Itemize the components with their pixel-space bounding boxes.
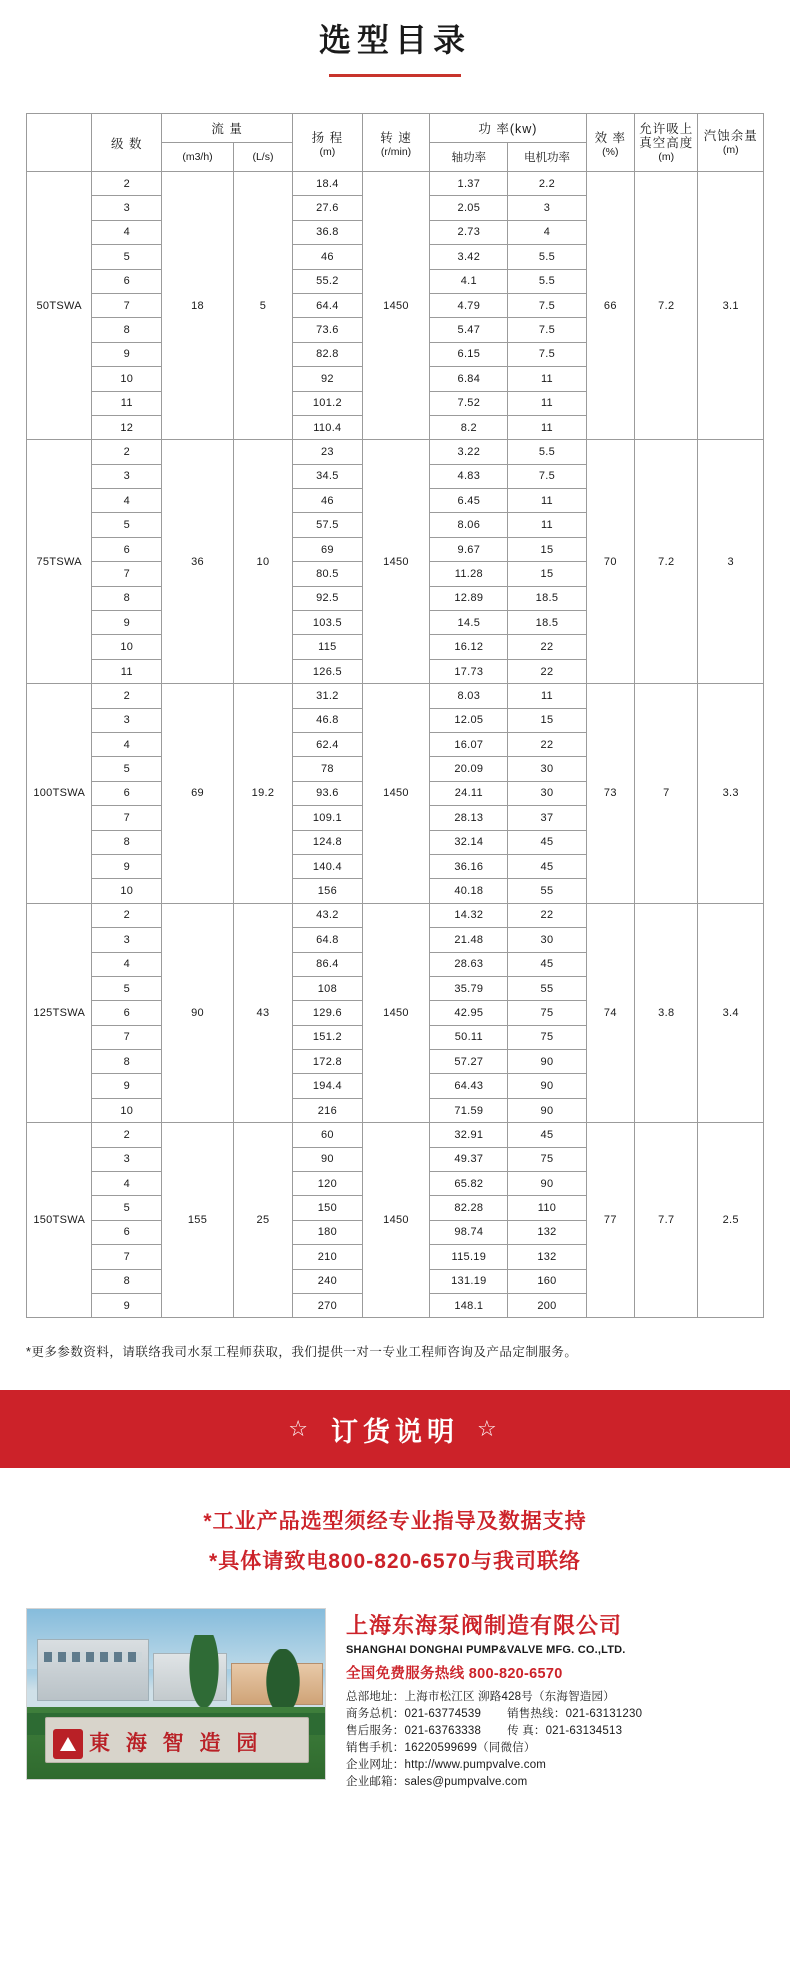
cell-stage: 7 <box>92 806 162 830</box>
cell-shaft-power: 28.63 <box>430 952 508 976</box>
cell-efficiency: 66 <box>586 172 635 440</box>
spec-table-body <box>27 172 764 1318</box>
cell-stage: 9 <box>92 611 162 635</box>
table-row <box>27 903 764 927</box>
cell-stage: 7 <box>92 1245 162 1269</box>
cell-stage: 3 <box>92 928 162 952</box>
cell-motor-power: 37 <box>508 806 586 830</box>
cell-motor-power: 22 <box>508 903 586 927</box>
footer <box>0 1608 790 1815</box>
cell-head: 27.6 <box>293 196 363 220</box>
header-speed-label: 转 速 <box>380 130 412 145</box>
cell-motor-power: 22 <box>508 732 586 756</box>
header-stage: 级 数 <box>92 114 162 172</box>
cell-shaft-power: 98.74 <box>430 1220 508 1244</box>
header-motor-power: 电机功率 <box>508 143 586 172</box>
banner-title: 订货说明 <box>331 1416 459 1447</box>
cell-model: 125TSWA <box>27 903 92 1123</box>
header-vacuum-unit: (m) <box>658 150 675 163</box>
cell-shaft-power: 28.13 <box>430 806 508 830</box>
cell-shaft-power: 82.28 <box>430 1196 508 1220</box>
cell-head: 126.5 <box>293 659 363 683</box>
cell-speed: 1450 <box>362 684 430 904</box>
header-speed-unit: (r/min) <box>380 145 412 158</box>
cell-motor-power: 75 <box>508 1001 586 1025</box>
cell-motor-power: 22 <box>508 659 586 683</box>
cell-head: 90 <box>293 1147 363 1171</box>
header-head-label: 扬 程 <box>311 130 344 145</box>
cell-motor-power: 75 <box>508 1147 586 1171</box>
cell-vacuum: 7.2 <box>635 440 698 684</box>
cell-motor-power: 75 <box>508 1025 586 1049</box>
cell-stage: 4 <box>92 732 162 756</box>
cell-motor-power: 18.5 <box>508 611 586 635</box>
cell-stage: 4 <box>92 220 162 244</box>
page-title: 选型目录 <box>318 22 471 58</box>
cell-flow-m3h: 69 <box>162 684 234 904</box>
promo-block <box>0 1502 790 1582</box>
cell-head: 109.1 <box>293 806 363 830</box>
cell-stage: 8 <box>92 830 162 854</box>
cell-shaft-power: 8.2 <box>430 415 508 439</box>
cell-shaft-power: 71.59 <box>430 1098 508 1122</box>
cell-head: 93.6 <box>293 781 363 805</box>
cell-stage: 6 <box>92 1001 162 1025</box>
cell-motor-power: 90 <box>508 1172 586 1196</box>
cell-shaft-power: 24.11 <box>430 781 508 805</box>
cell-speed: 1450 <box>362 903 430 1123</box>
cell-motor-power: 11 <box>508 367 586 391</box>
cell-vacuum: 3.8 <box>635 903 698 1123</box>
cell-flow-m3h: 90 <box>162 903 234 1123</box>
cell-stage: 2 <box>92 903 162 927</box>
cell-motor-power: 11 <box>508 391 586 415</box>
header-vacuum-line2: 真空高度 <box>639 135 694 150</box>
cell-stage: 9 <box>92 1074 162 1098</box>
cell-efficiency: 70 <box>586 440 635 684</box>
header-flow: 流 量 <box>162 114 293 143</box>
cell-head: 43.2 <box>293 903 363 927</box>
cell-head: 46 <box>293 489 363 513</box>
cell-npsh: 3 <box>698 440 764 684</box>
table-row <box>27 172 764 196</box>
cell-stage: 6 <box>92 269 162 293</box>
cell-npsh: 2.5 <box>698 1123 764 1318</box>
header-power: 功 率(kw) <box>430 114 586 143</box>
cell-shaft-power: 21.48 <box>430 928 508 952</box>
cell-head: 151.2 <box>293 1025 363 1049</box>
cell-shaft-power: 35.79 <box>430 976 508 1000</box>
cell-head: 210 <box>293 1245 363 1269</box>
cell-motor-power: 7.5 <box>508 464 586 488</box>
header-vacuum-line1: 允许吸上 <box>639 121 694 136</box>
contact-row <box>346 1757 764 1774</box>
cell-head: 64.8 <box>293 928 363 952</box>
cell-stage: 6 <box>92 537 162 561</box>
contact-list <box>346 1689 764 1791</box>
order-instructions-banner <box>0 1390 790 1468</box>
note-text: *更多参数资料，请联络我司水泵工程师获取，我们提供一对一专业工程师咨询及产品定制服务。 <box>26 1345 578 1360</box>
cell-shaft-power: 3.42 <box>430 245 508 269</box>
cell-motor-power: 4 <box>508 220 586 244</box>
cell-head: 194.4 <box>293 1074 363 1098</box>
cell-shaft-power: 131.19 <box>430 1269 508 1293</box>
cell-shaft-power: 16.12 <box>430 635 508 659</box>
cell-motor-power: 3 <box>508 196 586 220</box>
cell-flow-ls: 25 <box>233 1123 292 1318</box>
star-right-icon: ☆ <box>477 1416 502 1442</box>
cell-model: 100TSWA <box>27 684 92 904</box>
contact-text-left: 总部地址：上海市松江区 泖路428号（东海智造园） <box>346 1691 615 1704</box>
contact-text-left: 企业邮箱：sales@pumpvalve.com <box>346 1776 528 1789</box>
photo-tree-1 <box>187 1635 221 1715</box>
cell-stage: 5 <box>92 513 162 537</box>
cell-shaft-power: 6.15 <box>430 342 508 366</box>
cell-stage: 12 <box>92 415 162 439</box>
header-efficiency-label: 效 率 <box>594 130 627 145</box>
cell-head: 23 <box>293 440 363 464</box>
cell-head: 115 <box>293 635 363 659</box>
cell-head: 46 <box>293 245 363 269</box>
cell-shaft-power: 8.06 <box>430 513 508 537</box>
company-info <box>346 1608 764 1791</box>
cell-motor-power: 15 <box>508 708 586 732</box>
cell-motor-power: 5.5 <box>508 269 586 293</box>
cell-npsh: 3.1 <box>698 172 764 440</box>
cell-stage: 8 <box>92 1269 162 1293</box>
cell-motor-power: 7.5 <box>508 342 586 366</box>
cell-head: 92.5 <box>293 586 363 610</box>
cell-shaft-power: 42.95 <box>430 1001 508 1025</box>
cell-stage: 9 <box>92 854 162 878</box>
table-row <box>27 440 764 464</box>
cell-vacuum: 7.7 <box>635 1123 698 1318</box>
cell-motor-power: 11 <box>508 513 586 537</box>
cell-shaft-power: 65.82 <box>430 1172 508 1196</box>
contact-row <box>346 1774 764 1791</box>
cell-stage: 3 <box>92 1147 162 1171</box>
cell-head: 60 <box>293 1123 363 1147</box>
cell-motor-power: 90 <box>508 1074 586 1098</box>
cell-head: 18.4 <box>293 172 363 196</box>
cell-shaft-power: 14.32 <box>430 903 508 927</box>
cell-shaft-power: 11.28 <box>430 562 508 586</box>
table-row <box>27 684 764 708</box>
cell-stage: 10 <box>92 879 162 903</box>
cell-shaft-power: 12.05 <box>430 708 508 732</box>
cell-flow-m3h: 155 <box>162 1123 234 1318</box>
contact-row <box>346 1689 764 1706</box>
cell-shaft-power: 36.16 <box>430 854 508 878</box>
cell-head: 36.8 <box>293 220 363 244</box>
promo-line-1: *工业产品选型须经专业指导及数据支持 <box>203 1510 587 1534</box>
cell-shaft-power: 1.37 <box>430 172 508 196</box>
cell-head: 216 <box>293 1098 363 1122</box>
cell-shaft-power: 5.47 <box>430 318 508 342</box>
cell-shaft-power: 6.84 <box>430 367 508 391</box>
cell-stage: 11 <box>92 391 162 415</box>
cell-head: 46.8 <box>293 708 363 732</box>
cell-shaft-power: 20.09 <box>430 757 508 781</box>
cell-motor-power: 15 <box>508 562 586 586</box>
header-speed <box>362 114 430 172</box>
cell-stage: 3 <box>92 196 162 220</box>
contact-text-left: 商务总机：021-63774539 <box>346 1708 482 1721</box>
cell-motor-power: 5.5 <box>508 245 586 269</box>
cell-motor-power: 55 <box>508 879 586 903</box>
spec-table-wrapper <box>0 113 790 1318</box>
cell-stage: 11 <box>92 659 162 683</box>
cell-head: 120 <box>293 1172 363 1196</box>
spec-table-head <box>27 114 764 172</box>
cell-motor-power: 110 <box>508 1196 586 1220</box>
cell-stage: 9 <box>92 1293 162 1317</box>
service-hotline: 全国免费服务热线 800-820-6570 <box>346 1666 563 1683</box>
cell-efficiency: 73 <box>586 684 635 904</box>
cell-shaft-power: 57.27 <box>430 1050 508 1074</box>
cell-shaft-power: 49.37 <box>430 1147 508 1171</box>
cell-model: 50TSWA <box>27 172 92 440</box>
cell-motor-power: 30 <box>508 781 586 805</box>
table-row <box>27 1123 764 1147</box>
cell-head: 55.2 <box>293 269 363 293</box>
cell-stage: 5 <box>92 1196 162 1220</box>
promo-line-2: *具体请致电800-820-6570与我司联络 <box>209 1550 581 1574</box>
cell-motor-power: 200 <box>508 1293 586 1317</box>
cell-stage: 4 <box>92 489 162 513</box>
cell-stage: 7 <box>92 1025 162 1049</box>
cell-motor-power: 2.2 <box>508 172 586 196</box>
header-model <box>27 114 92 172</box>
contact-row <box>346 1723 764 1740</box>
cell-motor-power: 11 <box>508 684 586 708</box>
cell-vacuum: 7.2 <box>635 172 698 440</box>
cell-shaft-power: 40.18 <box>430 879 508 903</box>
cell-head: 78 <box>293 757 363 781</box>
spec-table <box>26 113 764 1318</box>
cell-motor-power: 45 <box>508 1123 586 1147</box>
cell-motor-power: 5.5 <box>508 440 586 464</box>
header-flow-m3h-unit: (m3/h) <box>162 143 234 172</box>
cell-stage: 10 <box>92 1098 162 1122</box>
header-npsh-unit: (m) <box>722 143 739 156</box>
cell-head: 180 <box>293 1220 363 1244</box>
cell-shaft-power: 4.79 <box>430 293 508 317</box>
cell-motor-power: 18.5 <box>508 586 586 610</box>
cell-head: 270 <box>293 1293 363 1317</box>
cell-speed: 1450 <box>362 172 430 440</box>
cell-head: 124.8 <box>293 830 363 854</box>
cell-vacuum: 7 <box>635 684 698 904</box>
cell-head: 140.4 <box>293 854 363 878</box>
cell-head: 156 <box>293 879 363 903</box>
cell-head: 108 <box>293 976 363 1000</box>
cell-stage: 5 <box>92 976 162 1000</box>
star-left-icon: ☆ <box>288 1416 313 1442</box>
cell-head: 69 <box>293 537 363 561</box>
cell-flow-m3h: 36 <box>162 440 234 684</box>
cell-stage: 8 <box>92 586 162 610</box>
cell-motor-power: 132 <box>508 1245 586 1269</box>
cell-efficiency: 77 <box>586 1123 635 1318</box>
cell-stage: 5 <box>92 245 162 269</box>
cell-flow-ls: 43 <box>233 903 292 1123</box>
cell-stage: 5 <box>92 757 162 781</box>
cell-head: 73.6 <box>293 318 363 342</box>
header-shaft-power: 轴功率 <box>430 143 508 172</box>
cell-stage: 4 <box>92 1172 162 1196</box>
cell-head: 103.5 <box>293 611 363 635</box>
cell-shaft-power: 2.05 <box>430 196 508 220</box>
factory-photo <box>26 1608 326 1780</box>
cell-motor-power: 55 <box>508 976 586 1000</box>
cell-flow-ls: 19.2 <box>233 684 292 904</box>
cell-head: 34.5 <box>293 464 363 488</box>
cell-head: 80.5 <box>293 562 363 586</box>
cell-head: 82.8 <box>293 342 363 366</box>
header-head <box>293 114 363 172</box>
cell-stage: 4 <box>92 952 162 976</box>
cell-flow-ls: 10 <box>233 440 292 684</box>
cell-model: 150TSWA <box>27 1123 92 1318</box>
header-head-unit: (m) <box>319 145 336 158</box>
cell-stage: 7 <box>92 562 162 586</box>
cell-head: 31.2 <box>293 684 363 708</box>
cell-stage: 9 <box>92 342 162 366</box>
title-underline <box>329 74 461 77</box>
cell-stage: 3 <box>92 708 162 732</box>
header-row-1 <box>27 114 764 143</box>
cell-motor-power: 90 <box>508 1050 586 1074</box>
cell-shaft-power: 8.03 <box>430 684 508 708</box>
header-efficiency-unit: (%) <box>602 145 619 158</box>
cell-head: 86.4 <box>293 952 363 976</box>
cell-flow-ls: 5 <box>233 172 292 440</box>
contact-row <box>346 1740 764 1757</box>
cell-head: 129.6 <box>293 1001 363 1025</box>
cell-motor-power: 30 <box>508 757 586 781</box>
cell-motor-power: 45 <box>508 854 586 878</box>
cell-speed: 1450 <box>362 1123 430 1318</box>
cell-motor-power: 160 <box>508 1269 586 1293</box>
cell-stage: 2 <box>92 172 162 196</box>
cell-stage: 3 <box>92 464 162 488</box>
cell-head: 57.5 <box>293 513 363 537</box>
company-logo-icon <box>53 1729 83 1759</box>
contact-text-right: 销售热线：021-63131230 <box>507 1708 643 1721</box>
cell-head: 64.4 <box>293 293 363 317</box>
cell-shaft-power: 148.1 <box>430 1293 508 1317</box>
cell-motor-power: 90 <box>508 1098 586 1122</box>
contact-text-left: 销售手机：16220599699（同微信） <box>346 1742 536 1755</box>
cell-stage: 2 <box>92 684 162 708</box>
cell-stage: 8 <box>92 318 162 342</box>
banner-inner <box>288 1410 501 1449</box>
header-npsh-label: 汽蚀余量 <box>703 128 758 143</box>
cell-motor-power: 7.5 <box>508 293 586 317</box>
cell-npsh: 3.3 <box>698 684 764 904</box>
cell-motor-power: 30 <box>508 928 586 952</box>
cell-stage: 6 <box>92 1220 162 1244</box>
cell-motor-power: 11 <box>508 415 586 439</box>
cell-shaft-power: 32.91 <box>430 1123 508 1147</box>
cell-head: 110.4 <box>293 415 363 439</box>
company-name-cn: 上海东海泵阀制造有限公司 <box>346 1613 623 1639</box>
cell-motor-power: 22 <box>508 635 586 659</box>
contact-text-left: 企业网址：http://www.pumpvalve.com <box>346 1759 547 1772</box>
cell-shaft-power: 17.73 <box>430 659 508 683</box>
cell-motor-power: 132 <box>508 1220 586 1244</box>
cell-shaft-power: 2.73 <box>430 220 508 244</box>
photo-building-left <box>37 1639 149 1701</box>
cell-shaft-power: 7.52 <box>430 391 508 415</box>
cell-shaft-power: 9.67 <box>430 537 508 561</box>
cell-speed: 1450 <box>362 440 430 684</box>
cell-motor-power: 11 <box>508 489 586 513</box>
cell-stage: 2 <box>92 440 162 464</box>
contact-text-left: 售后服务：021-63763338 <box>346 1725 482 1738</box>
cell-motor-power: 15 <box>508 537 586 561</box>
cell-stage: 2 <box>92 1123 162 1147</box>
contact-text-right: 传 真：021-63134513 <box>507 1725 623 1738</box>
cell-shaft-power: 50.11 <box>430 1025 508 1049</box>
cell-head: 172.8 <box>293 1050 363 1074</box>
cell-shaft-power: 16.07 <box>430 732 508 756</box>
cell-motor-power: 7.5 <box>508 318 586 342</box>
header-efficiency <box>586 114 635 172</box>
cell-shaft-power: 115.19 <box>430 1245 508 1269</box>
cell-head: 101.2 <box>293 391 363 415</box>
header-flow-ls-unit: (L/s) <box>233 143 292 172</box>
cell-shaft-power: 64.43 <box>430 1074 508 1098</box>
cell-head: 62.4 <box>293 732 363 756</box>
cell-head: 92 <box>293 367 363 391</box>
company-name-en: SHANGHAI DONGHAI PUMP&VALVE MFG. CO.,LTD. <box>346 1644 626 1657</box>
cell-shaft-power: 32.14 <box>430 830 508 854</box>
cell-head: 150 <box>293 1196 363 1220</box>
cell-shaft-power: 4.1 <box>430 269 508 293</box>
cell-stage: 7 <box>92 293 162 317</box>
cell-shaft-power: 12.89 <box>430 586 508 610</box>
header-vacuum <box>635 114 698 172</box>
cell-efficiency: 74 <box>586 903 635 1123</box>
photo-sign-text: 東 海 智 造 园 <box>89 1732 263 1756</box>
cell-stage: 6 <box>92 781 162 805</box>
header-npsh <box>698 114 764 172</box>
cell-stage: 8 <box>92 1050 162 1074</box>
cell-flow-m3h: 18 <box>162 172 234 440</box>
page-title-block <box>0 0 790 77</box>
cell-shaft-power: 14.5 <box>430 611 508 635</box>
cell-stage: 10 <box>92 635 162 659</box>
cell-model: 75TSWA <box>27 440 92 684</box>
cell-npsh: 3.4 <box>698 903 764 1123</box>
cell-shaft-power: 4.83 <box>430 464 508 488</box>
cell-shaft-power: 3.22 <box>430 440 508 464</box>
cell-motor-power: 45 <box>508 952 586 976</box>
cell-head: 240 <box>293 1269 363 1293</box>
contact-row <box>346 1706 764 1723</box>
cell-stage: 10 <box>92 367 162 391</box>
cell-shaft-power: 6.45 <box>430 489 508 513</box>
cell-motor-power: 45 <box>508 830 586 854</box>
